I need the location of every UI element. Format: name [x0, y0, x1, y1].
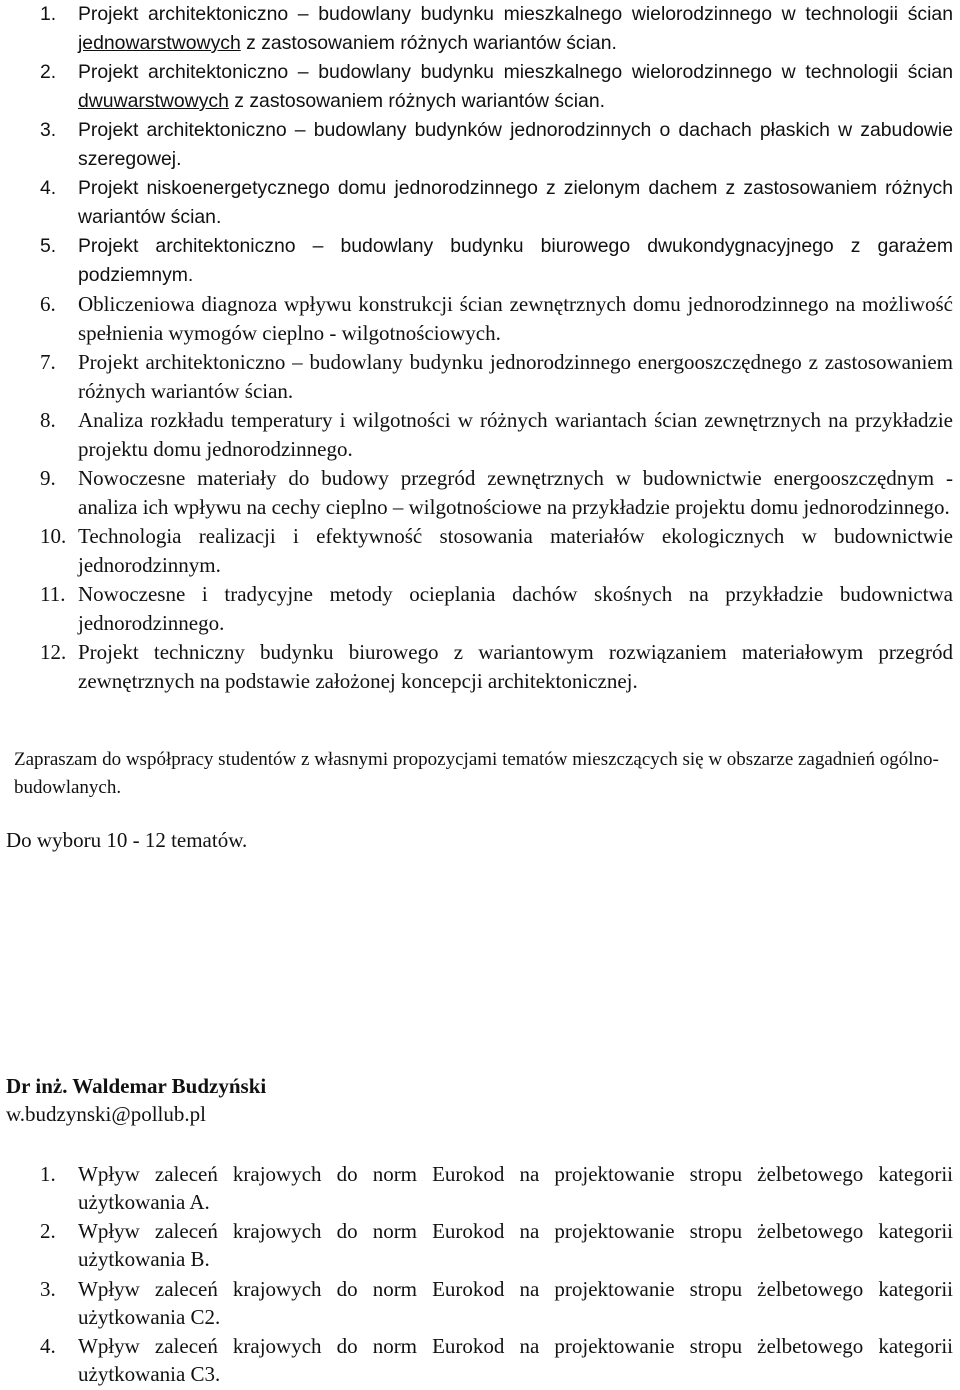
topic-number: 3. [40, 1276, 56, 1301]
thesis-topics-list-2 [40, 1160, 953, 1389]
topic-text: Wpływ zaleceń krajowych do norm Eurokod na projektowanie stropu żelbetowego kategorii użytkowania B. [78, 1219, 953, 1272]
topic-text-part: Nowoczesne i tradycyjne metody ocieplania dachów skośnych na przykładzie budownictwa jednorodzinnego. [78, 582, 953, 635]
topic-item [40, 522, 953, 580]
topic-number: 9. [40, 466, 56, 490]
topic-text-part: Projekt niskoenergetycznego domu jednorodzinnego z zielonym dachem z zastosowaniem różnych wariantów ścian. [78, 177, 953, 228]
topic-text [78, 348, 953, 406]
topic-number: 4. [40, 1333, 56, 1358]
topic-number: 8. [40, 408, 56, 432]
topic-text-part: Analiza rozkładu temperatury i wilgotności w różnych wariantach ścian zewnętrznych na przykładzie projektu domu jednorodzinnego. [78, 408, 953, 461]
topic-number: 1. [40, 3, 57, 25]
topic-text-part: Projekt architektoniczno – budowlany budynku biurowego dwukondygnacyjnego z garażem podziemnym. [78, 235, 953, 286]
topic-item [40, 406, 953, 464]
underlined-term: jednowarstwowych [78, 32, 241, 54]
topic-item [40, 232, 953, 290]
selection-note: Do wyboru 10 - 12 tematów. [6, 828, 248, 852]
invitation-paragraph: Zapraszam do współpracy studentów z własnymi propozycjami tematów mieszczących się w obszarze zagadnień ogólno-budowlanych. [14, 749, 939, 798]
topic-number: 5. [40, 235, 57, 257]
topic-text [78, 174, 953, 232]
topic-number: 2. [40, 61, 57, 83]
topic-number: 11. [40, 582, 66, 606]
topic-text [78, 522, 953, 580]
topic-item [40, 58, 953, 116]
topic-number: 6. [40, 292, 56, 316]
topic-number: 7. [40, 350, 56, 374]
topic-item [40, 1217, 953, 1273]
topic-number: 3. [40, 119, 57, 141]
topic-item [40, 174, 953, 232]
topic-number: 2. [40, 1219, 56, 1244]
topic-text [78, 638, 953, 696]
topic-text-part: z zastosowaniem różnych wariantów ścian. [240, 32, 617, 54]
underlined-term: dwuwarstwowych [78, 90, 229, 112]
topic-text [78, 464, 953, 522]
topic-text-part: Projekt architektoniczno – budowlany budynku mieszkalnego wielorodzinnego w technologii ścian [78, 61, 953, 83]
supervisor-name: Dr inż. Waldemar Budzyński [6, 1074, 267, 1098]
topic-item [40, 1332, 953, 1388]
topic-item [40, 348, 953, 406]
topic-item [40, 1160, 953, 1216]
topic-item [40, 0, 953, 58]
topic-text [78, 580, 953, 638]
topic-number: 10. [40, 524, 67, 548]
topic-text-part: Projekt architektoniczno – budowlany budynku jednorodzinnego energooszczędnego z zastosowaniem różnych wariantów ścian. [78, 350, 953, 403]
topic-text-part: z zastosowaniem różnych wariantów ścian. [228, 90, 605, 112]
topic-text [78, 290, 953, 348]
topic-item [40, 1275, 953, 1331]
topic-text-part: Technologia realizacji i efektywność stosowania materiałów ekologicznych w budownictwie jednorodzinnym. [78, 524, 953, 577]
topic-text-part: Projekt techniczny budynku biurowego z wariantowym rozwiązaniem materiałowym przegród zewnętrznych na podstawie założonej koncepcji architektonicznej. [78, 640, 953, 693]
topic-text [78, 0, 953, 58]
topic-text-part: Nowoczesne materiały do budowy przegród zewnętrznych w budownictwie energooszczędnym - analiza ich wpływu na cechy cieplno – wilgotnościowe na przykładzie projektu domu jednorodzinnego. [78, 466, 953, 519]
topic-item [40, 116, 953, 174]
topic-number: 12. [40, 640, 67, 664]
topic-text-part: Obliczeniowa diagnoza wpływu konstrukcji ścian zewnętrznych domu jednorodzinnego na możliwość spełnienia wymogów cieplno - wilgotnościowych. [78, 292, 953, 345]
topic-text [78, 58, 953, 116]
topic-number: 4. [40, 177, 57, 199]
topic-item [40, 638, 953, 696]
topic-item [40, 290, 953, 348]
thesis-topics-list-1 [40, 0, 953, 696]
topic-item [40, 464, 953, 522]
topic-number: 1. [40, 1162, 56, 1186]
topic-text [78, 116, 953, 174]
topic-text [78, 406, 953, 464]
topic-text: Wpływ zaleceń krajowych do norm Eurokod na projektowanie stropu żelbetowego kategorii użytkowania C3. [78, 1333, 953, 1386]
topic-text: Wpływ zaleceń krajowych do norm Eurokod na projektowanie stropu żelbetowego kategorii użytkowania C2. [78, 1276, 953, 1329]
topic-text: Wpływ zaleceń krajowych do norm Eurokod na projektowanie stropu żelbetowego kategorii użytkowania A. [78, 1162, 953, 1214]
topic-text-part: Projekt architektoniczno – budowlany budynków jednorodzinnych o dachach płaskich w zabudowie szeregowej. [78, 119, 953, 170]
topic-item [40, 580, 953, 638]
supervisor-email[interactable]: w.budzynski@pollub.pl [6, 1102, 206, 1126]
topic-text-part: Projekt architektoniczno – budowlany budynku mieszkalnego wielorodzinnego w technologii ścian [78, 3, 953, 25]
topic-text [78, 232, 953, 290]
